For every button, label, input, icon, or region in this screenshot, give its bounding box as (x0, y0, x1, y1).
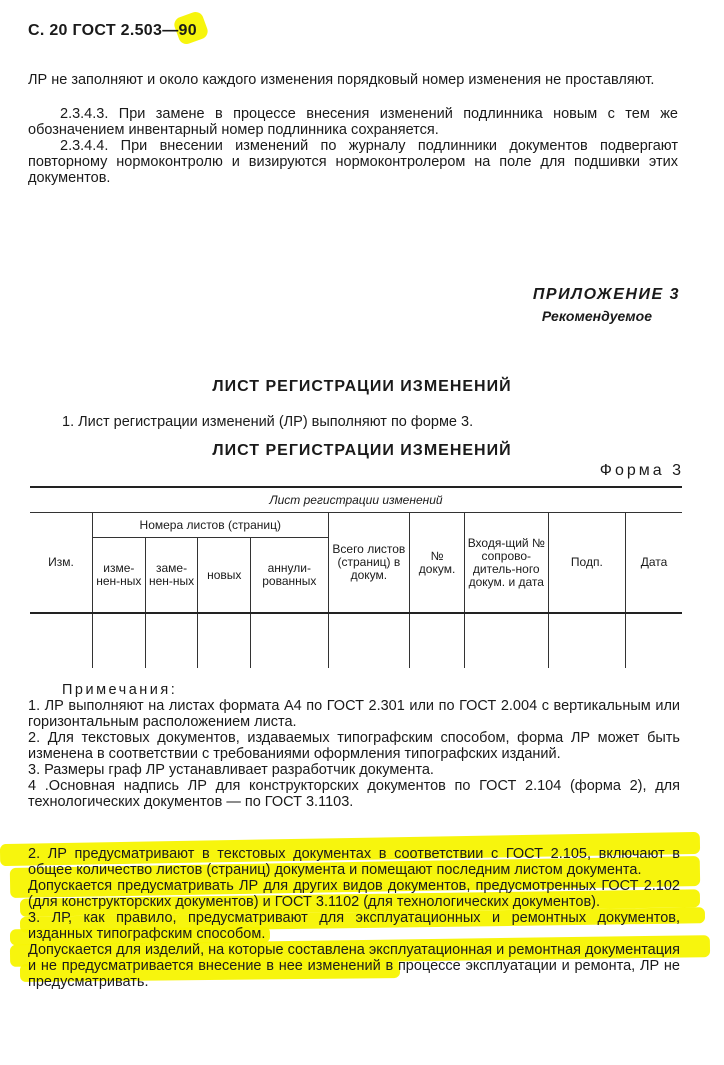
appendix-subtitle: Рекомендуемое (541, 308, 652, 324)
table-cell (328, 613, 410, 668)
col-doc-num: № докум. (410, 513, 465, 614)
paragraph-text: 2.3.4.4. При внесении изменений по журналу подлинники документов подвергают повторному нормоконтролю и визируются нормоконтролером на поле для подшивки этих документов. (28, 138, 678, 186)
col-sign: Подп. (548, 513, 625, 614)
table-caption: Лист регистрации изменений (30, 487, 682, 513)
page-header: С. 20 ГОСТ 2.503—90 (28, 22, 197, 39)
table-cell (626, 613, 682, 668)
note-text: 3. Размеры граф ЛР устанавливает разработчик документа. (28, 762, 434, 778)
table-cell (198, 613, 251, 668)
notes-block (28, 682, 680, 810)
paragraph-text: Допускается предусматривать ЛР для других видов документов, предусмотренных ГОСТ 2.102 (для конструкторских документов) и ГОСТ 3.1102 (для технологических документов). (28, 878, 680, 910)
highlighted-block (28, 846, 680, 990)
col-annulled: аннули-рованных (251, 538, 328, 614)
col-group-sheets: Номера листов (страниц) (93, 513, 329, 538)
highlighted-para-2 (28, 878, 680, 910)
final-paragraph (28, 942, 680, 990)
paragraph-intro (28, 72, 678, 88)
form-title: ЛИСТ РЕГИСТРАЦИИ ИЗМЕНЕНИЙ (212, 442, 512, 459)
table-cell (251, 613, 328, 668)
col-changed: изме-нен-ных (93, 538, 146, 614)
notes-heading: Примечания: (62, 682, 178, 698)
col-replaced: заме-нен-ных (145, 538, 198, 614)
table-cell (464, 613, 548, 668)
paragraph-text: 3. ЛР, как правило, предусматривают для эксплуатационных и ремонтных документов, изданных типографским способом. (28, 910, 680, 942)
paragraph-2-3-4-3 (28, 106, 678, 138)
col-new: новых (198, 538, 251, 614)
note-text: 2. Для текстовых документов, издаваемых типографским способом, форма ЛР может быть изменена в соответствии с требованиями оформления типографских изданий. (28, 730, 680, 762)
highlighted-para-3 (28, 910, 680, 942)
section-item: 1. Лист регистрации изменений (ЛР) выполняют по форме 3. (62, 414, 474, 430)
note-2 (28, 730, 680, 762)
table-cell (548, 613, 625, 668)
col-date: Дата (626, 513, 682, 614)
table-cell (410, 613, 465, 668)
col-izm: Изм. (30, 513, 93, 614)
appendix-title: ПРИЛОЖЕНИЕ 3 (532, 286, 680, 303)
highlighted-para-1 (28, 846, 680, 878)
paragraph-text: ЛР не заполняют и около каждого изменения порядковый номер изменения не проставляют. (28, 72, 655, 88)
table-cell (145, 613, 198, 668)
paragraph-text: 2.3.4.3. При замене в процессе внесения изменений подлинника новым с тем же обозначением инвентарный номер подлинника сохраняется. (28, 106, 678, 138)
note-text: 1. ЛР выполняют на листах формата А4 по ГОСТ 2.301 или по ГОСТ 2.004 с вертикальным или горизонтальным расположением листа. (28, 698, 680, 730)
note-3 (28, 762, 680, 778)
paragraph-text: Допускается для изделий, на которые составлена эксплуатационная и ремонтная документация и не предусматривается внесение в нее изменений в процессе эксплуатации и ремонта, ЛР не предусматривать. (28, 942, 681, 990)
paragraph-text: 2. ЛР предусматривают в текстовых документах в соответствии с ГОСТ 2.105, включают в общее количество листов (страниц) документа и помещают последним листом документа. (28, 846, 680, 878)
table-cell (93, 613, 146, 668)
note-text: 4 .Основная надпись ЛР для конструкторских документов по ГОСТ 2.104 (форма 2), для технологических документов — по ГОСТ 3.1103. (28, 778, 680, 810)
col-total: Всего листов (страниц) в докум. (328, 513, 410, 614)
registration-table (30, 486, 682, 668)
note-1 (28, 698, 680, 730)
form-label: Форма 3 (599, 462, 684, 479)
col-incoming: Входя-щий № сопрово-дитель-ного докум. и дата (464, 513, 548, 614)
note-4 (28, 778, 680, 810)
table-cell (30, 613, 93, 668)
section-title: ЛИСТ РЕГИСТРАЦИИ ИЗМЕНЕНИЙ (212, 378, 512, 395)
paragraph-2-3-4-4 (28, 138, 678, 186)
